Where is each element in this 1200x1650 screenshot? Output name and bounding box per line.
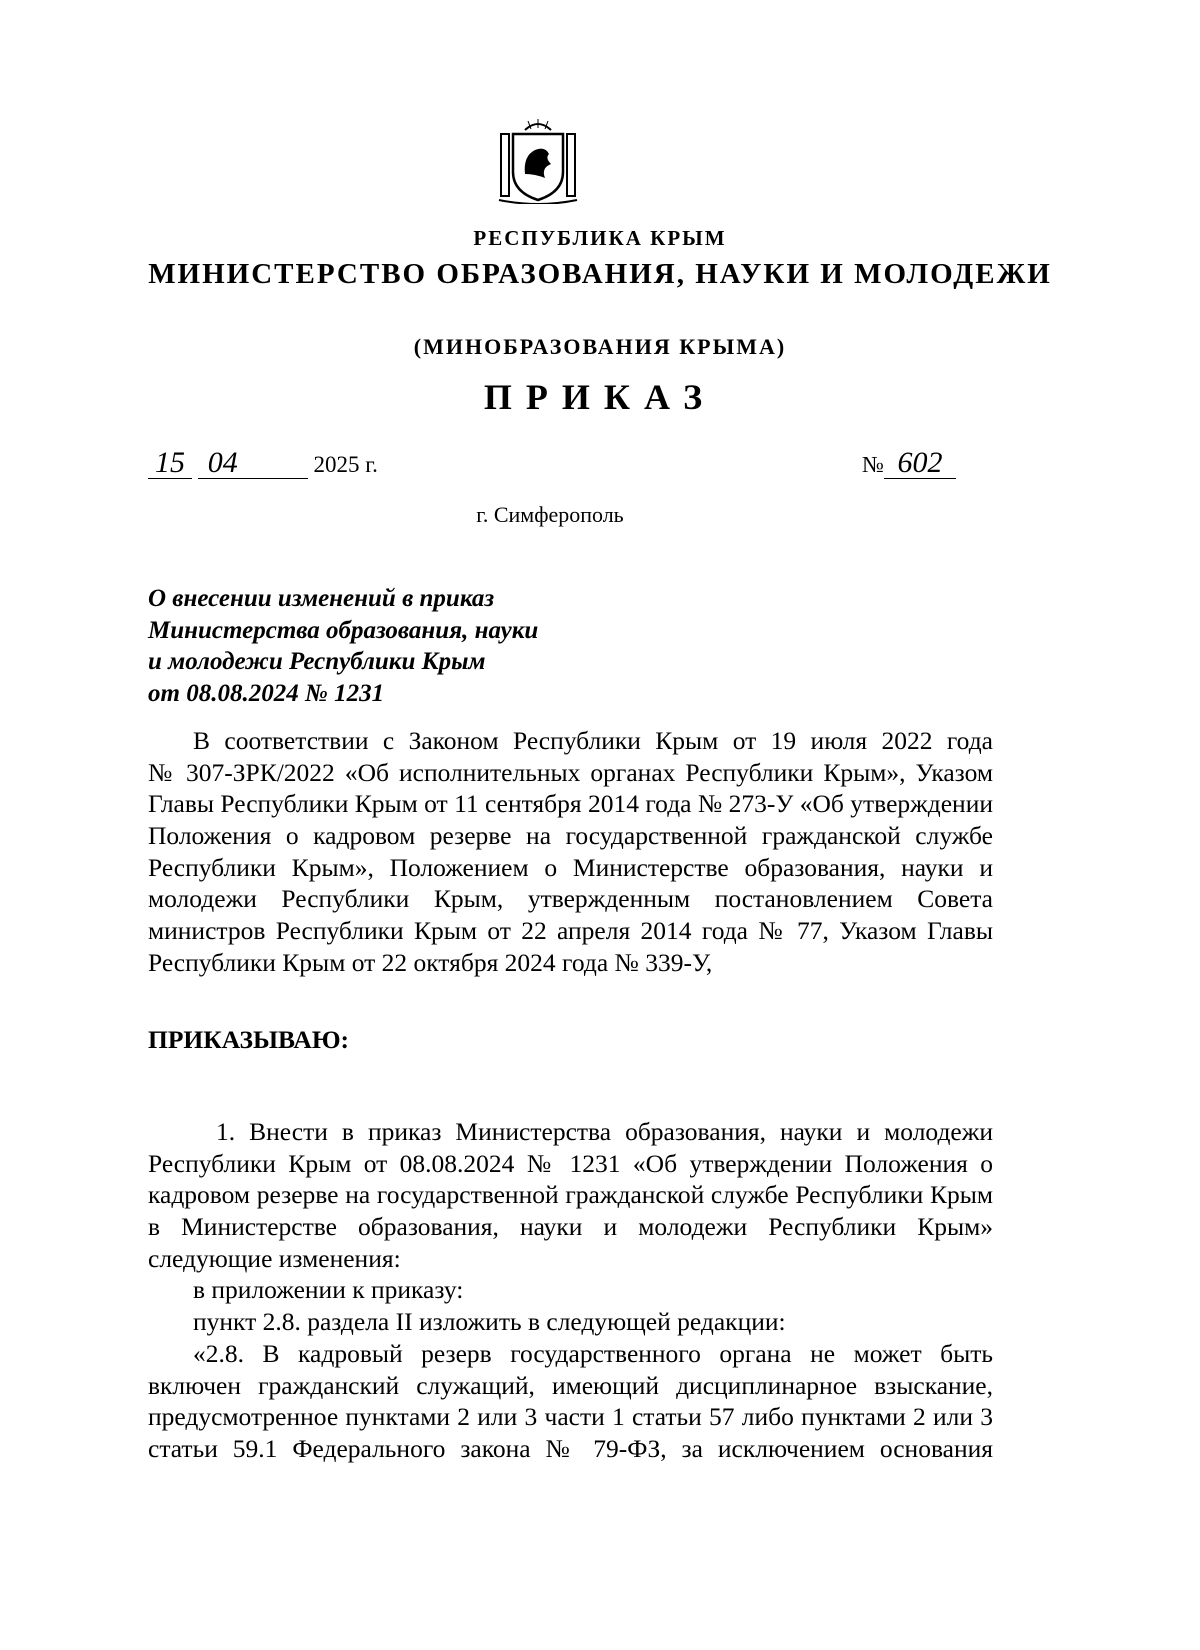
date-month: 04 (198, 448, 308, 479)
text-line: Министерства образования, науки (148, 616, 539, 644)
order-word: ПРИКАЗЫВАЮ: (148, 1025, 350, 1054)
text-line: 1. Внести в приказ Министерства образования, науки и молодежи (216, 1117, 993, 1146)
subject-block (148, 583, 538, 710)
item-1 (148, 1116, 993, 1465)
text-line: следующие изменения: (148, 1243, 401, 1273)
text-line: и молодежи Республики Крым (148, 648, 486, 676)
text-line: предусмотренное пунктами 2 или 3 части 1 статьи 57 либо пунктами 2 или 3 (148, 1402, 993, 1432)
ministry-short-name: (МИНОБРАЗОВАНИЯ КРЫМА) (413, 334, 787, 359)
coat-of-arms-icon (495, 116, 581, 204)
text-line: кадровом резерве на государственной гражданской службе Республики Крым (148, 1180, 993, 1210)
text-line: в приложении к приказу: (193, 1275, 464, 1305)
ministry-name: МИНИСТЕРСТВО ОБРАЗОВАНИЯ, НАУКИ И МОЛОДЕЖИ (148, 258, 1052, 290)
order-number (862, 448, 956, 479)
text-line: Республики Крым от 08.08.2024 № 1231 «Об утверждении Положения о (148, 1148, 993, 1178)
preamble-paragraph (148, 725, 993, 979)
date-line (148, 448, 378, 479)
text-line: № 307-ЗРК/2022 «Об исполнительных органах Республики Крым», Указом (148, 757, 993, 787)
text-line: О внесении изменений в приказ (148, 585, 495, 612)
text-line: в Министерстве образования, науки и молодежи Республики Крым» (148, 1212, 993, 1242)
text-line: Республики Крым», Положением о Министерстве образования, науки и (148, 852, 993, 882)
text-line: министров Республики Крым от 22 апреля 2014 года № 77, Указом Главы (148, 916, 993, 946)
text-line: Главы Республики Крым от 11 сентября 2014 года № 273-У «Об утверждении (148, 789, 993, 819)
text-line: от 08.08.2024 № 1231 (148, 680, 385, 708)
date-day: 15 (148, 448, 192, 479)
city: г. Симферополь (476, 502, 624, 527)
text-line: молодежи Республики Крым, утвержденным постановлением Совета (148, 884, 993, 914)
text-line: включен гражданский служащий, имеющий дисциплинарное взыскание, (148, 1370, 993, 1400)
text-line: «2.8. В кадровый резерв государственного органа не может быть (193, 1338, 993, 1368)
number-value: 602 (884, 448, 956, 479)
text-line: пункт 2.8. раздела II изложить в следующей редакции: (193, 1307, 786, 1337)
text-line: Положения о кадровом резерве на государственной гражданской службе (148, 821, 993, 851)
date-year: 2025 г. (313, 452, 378, 477)
text-line: Республики Крым от 22 октября 2024 года № 339-У, (148, 947, 713, 977)
number-sign: № (862, 452, 884, 477)
text-line: статьи 59.1 Федерального закона № 79-ФЗ, за исключением основания (148, 1433, 993, 1463)
republic-name: РЕСПУБЛИКА КРЫМ (473, 226, 727, 250)
text-line: В соответствии с Законом Республики Крым от 19 июля 2022 года (193, 726, 993, 755)
document-type: ПРИКАЗ (483, 377, 717, 417)
